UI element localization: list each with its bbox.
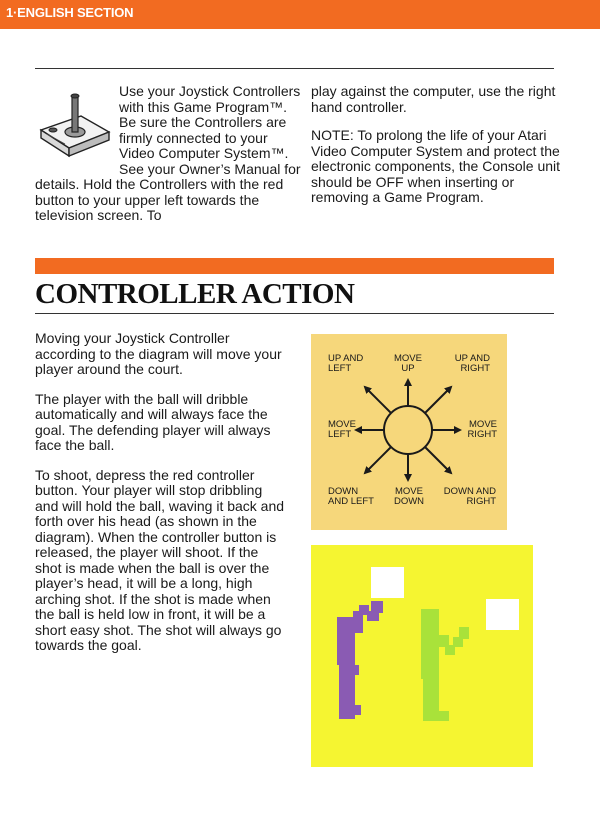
intro-left-text: Use your Joystick Controllers with this Game Program™. Be sure the Controllers are firmly connected to your Video Computer System™. See your Owner’s Manual for details. Hold the Controllers with the red button to your upper left towards the television screen. To bbox=[35, 83, 301, 223]
label-up: MOVE UP bbox=[394, 353, 422, 374]
players-illustration bbox=[311, 545, 533, 767]
note-label: NOTE: bbox=[311, 127, 354, 143]
arrow-down-right-icon bbox=[425, 447, 451, 473]
label-up-right: UP AND RIGHT bbox=[454, 353, 490, 374]
joystick-direction-diagram bbox=[311, 334, 507, 530]
arrow-up-left-icon bbox=[365, 387, 391, 413]
stick-center-circle bbox=[384, 406, 432, 454]
player-holding-ball bbox=[337, 601, 383, 719]
intro-right-column bbox=[311, 84, 561, 219]
top-divider bbox=[35, 68, 554, 69]
label-right: MOVE RIGHT bbox=[467, 419, 497, 440]
instruction-paragraph-shoot: To shoot, depress the red controller button. Your player will stop dribbling and will hold the ball, waving it back and forth over his head (as shown in the diagram). When the controller button is released, the player will shoot. If the shot is made when the ball is over the player’s head, it will be a long, high arching shot. If the shot is made when the ball is held low in front, it will be a short easy shot. The shot will always go towards the goal. bbox=[35, 466, 285, 653]
note-paragraph bbox=[311, 128, 561, 206]
defending-player bbox=[421, 609, 469, 721]
note-text: To prolong the life of your Atari Video Computer System and protect the electronic components, the Console unit should be OFF when inserting or removing a Game Program. bbox=[311, 127, 561, 205]
section-label: 1·ENGLISH SECTION bbox=[6, 5, 134, 20]
arrow-down-left-icon bbox=[365, 447, 391, 473]
ball-high bbox=[371, 567, 404, 598]
label-up-left: UP AND LEFT bbox=[328, 353, 364, 374]
label-left: MOVE LEFT bbox=[328, 419, 356, 440]
arrow-up-right-icon bbox=[425, 387, 451, 413]
section-title: CONTROLLER ACTION bbox=[35, 278, 355, 310]
intro-right-text: play against the computer, use the right hand controller. bbox=[311, 83, 556, 115]
joystick-icon bbox=[35, 86, 115, 162]
controller-instructions bbox=[35, 331, 285, 668]
label-down-right: DOWN AND RIGHT bbox=[443, 486, 496, 507]
label-down-left: DOWN AND LEFT bbox=[328, 486, 374, 507]
ball-low bbox=[486, 599, 519, 630]
instruction-paragraph-move: Moving your Joystick Controller according to the diagram will move your player around the court. bbox=[35, 330, 282, 377]
section-divider bbox=[35, 313, 554, 314]
game-screen-illustration bbox=[311, 545, 533, 767]
label-down: MOVE DOWN bbox=[393, 486, 425, 507]
instruction-paragraph-dribble: The player with the ball will dribble automatically and will always face the goal. The defending player will always face the ball. bbox=[35, 390, 271, 453]
section-header-bar bbox=[0, 0, 600, 29]
section-accent-band bbox=[35, 258, 554, 274]
intro-left-column bbox=[35, 84, 305, 224]
